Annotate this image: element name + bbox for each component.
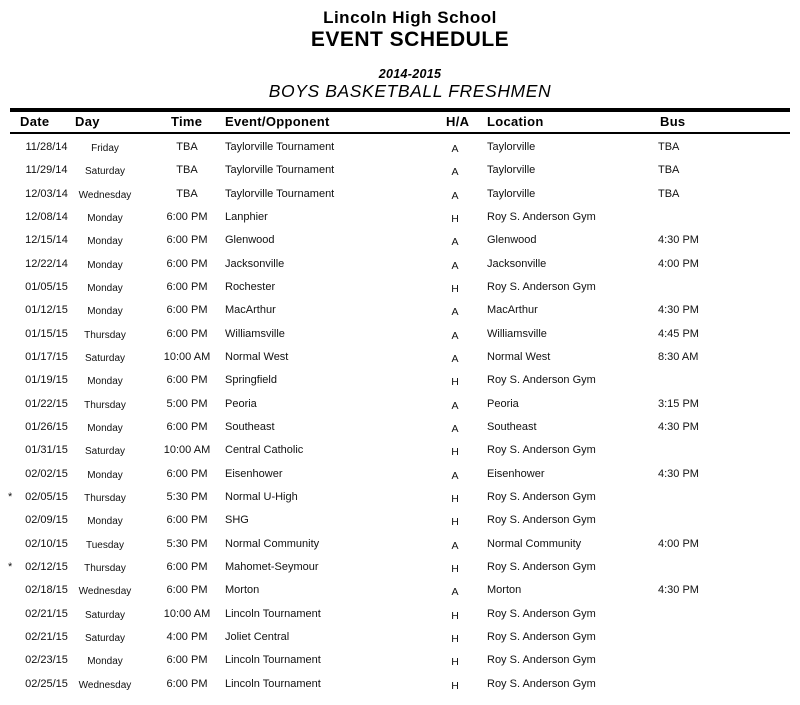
cell-location: Morton: [487, 584, 522, 597]
cell-time: TBA: [176, 141, 198, 153]
cell-ha: A: [451, 306, 459, 319]
cell-location: Roy S. Anderson Gym: [487, 280, 596, 293]
table-row: [0, 580, 800, 603]
cell-date: 12/22/14: [25, 257, 68, 270]
cell-ha: A: [451, 422, 459, 435]
cell-event: Peoria: [225, 397, 257, 410]
cell-event: Normal U-High: [225, 490, 298, 503]
cell-event: Southeast: [225, 420, 275, 433]
cell-day: Saturday: [84, 166, 126, 178]
table-row: [0, 277, 800, 300]
cell-day: Saturday: [84, 632, 126, 644]
cell-time: 6:00 PM: [166, 280, 208, 293]
cell-bus: 4:30 PM: [658, 420, 699, 433]
cell-date: 01/17/15: [25, 350, 68, 363]
cell-time: 10:00 AM: [163, 350, 211, 363]
cell-date: 02/21/15: [25, 607, 68, 620]
cell-ha: H: [451, 562, 459, 575]
header-rule-thick: [10, 108, 790, 112]
cell-location: Taylorville: [487, 187, 536, 200]
cell-location: Peoria: [487, 397, 519, 410]
cell-event: Lincoln Tournament: [225, 607, 321, 620]
table-row: [0, 464, 800, 487]
cell-ha: H: [451, 656, 459, 669]
cell-location: Roy S. Anderson Gym: [487, 630, 596, 643]
cell-ha: H: [451, 516, 459, 529]
cell-day: Monday: [87, 656, 123, 668]
cell-event: Jacksonville: [225, 257, 285, 270]
cell-day: Monday: [87, 469, 123, 481]
cell-day: Tuesday: [86, 539, 124, 551]
cell-bus: 4:00 PM: [658, 537, 699, 550]
cell-time: 6:00 PM: [166, 234, 208, 247]
table-row: [0, 510, 800, 533]
cell-ha: A: [451, 329, 459, 342]
cell-ha: H: [451, 446, 459, 459]
table-row: [0, 604, 800, 627]
cell-day: Wednesday: [78, 586, 132, 598]
table-row: [0, 324, 800, 347]
cell-event: MacArthur: [225, 304, 276, 317]
cell-ha: A: [451, 586, 459, 599]
cell-day: Monday: [87, 422, 123, 434]
document-title: EVENT SCHEDULE: [310, 28, 510, 51]
cell-date: 01/26/15: [25, 420, 68, 433]
cell-location: Jacksonville: [487, 257, 547, 270]
cell-location: Roy S. Anderson Gym: [487, 654, 596, 667]
cell-time: 6:00 PM: [166, 374, 208, 387]
cell-bus: 4:30 PM: [658, 467, 699, 480]
column-header-date: Date: [20, 114, 50, 129]
cell-time: 6:00 PM: [166, 304, 208, 317]
cell-day: Thursday: [84, 492, 126, 504]
cell-date: 02/21/15: [25, 630, 68, 643]
table-row: [0, 370, 800, 393]
cell-event: Rochester: [225, 280, 276, 293]
cell-event: Normal West: [225, 350, 289, 363]
cell-day: Monday: [87, 282, 123, 294]
cell-location: Glenwood: [487, 234, 537, 247]
cell-ha: A: [451, 143, 459, 155]
cell-day: Thursday: [84, 329, 126, 341]
cell-time: 6:00 PM: [166, 584, 208, 597]
table-row: [0, 137, 800, 160]
cell-date: 12/15/14: [25, 234, 68, 247]
column-header-location: Location: [487, 114, 544, 129]
table-row: [0, 300, 800, 323]
cell-event: Lincoln Tournament: [225, 654, 321, 667]
cell-location: Eisenhower: [487, 467, 545, 480]
cell-day: Monday: [87, 516, 123, 528]
cell-day: Monday: [87, 306, 123, 318]
table-row: [0, 650, 800, 673]
header-rule-thin: [10, 132, 790, 134]
cell-date: 02/23/15: [25, 654, 68, 667]
cell-time: 5:30 PM: [166, 537, 208, 550]
cell-date: 11/28/14: [25, 141, 68, 153]
cell-bus: TBA: [658, 187, 680, 200]
cell-location: Roy S. Anderson Gym: [487, 374, 596, 387]
column-header-event: Event/Opponent: [225, 114, 330, 129]
cell-ha: H: [451, 492, 459, 505]
cell-bus: TBA: [658, 164, 680, 177]
cell-time: 6:00 PM: [166, 327, 208, 340]
table-row: [0, 557, 800, 580]
cell-location: Normal Community: [487, 537, 582, 550]
column-header-ha: H/A: [446, 114, 470, 129]
cell-time: 4:00 PM: [166, 630, 208, 643]
cell-time: 10:00 AM: [163, 444, 211, 457]
cell-location: Roy S. Anderson Gym: [487, 677, 596, 690]
cell-time: 6:00 PM: [166, 560, 208, 573]
cell-ha: A: [451, 189, 459, 202]
cell-date: 12/03/14: [25, 187, 68, 200]
column-header-bus: Bus: [660, 114, 686, 129]
cell-event: Mahomet-Seymour: [225, 560, 319, 573]
cell-date: 02/05/15: [25, 490, 68, 503]
cell-day: Wednesday: [78, 189, 132, 201]
cell-day: Friday: [91, 143, 119, 154]
cell-ha: A: [451, 236, 459, 249]
cell-ha: H: [451, 632, 459, 645]
row-star-marker: *: [8, 490, 13, 503]
cell-day: Monday: [87, 259, 123, 271]
cell-time: TBA: [176, 187, 198, 200]
column-header-time: Time: [171, 114, 203, 129]
table-row: [0, 627, 800, 650]
cell-time: 5:00 PM: [166, 397, 208, 410]
cell-bus: 3:15 PM: [658, 397, 699, 410]
table-row: [0, 394, 800, 417]
cell-day: Wednesday: [78, 679, 132, 691]
cell-day: Thursday: [84, 399, 126, 411]
cell-ha: H: [451, 609, 459, 622]
school-name: Lincoln High School: [323, 8, 497, 27]
team-label: BOYS BASKETBALL FRESHMEN: [268, 81, 552, 101]
cell-event: Taylorville Tournament: [225, 187, 335, 200]
cell-event: Eisenhower: [225, 467, 283, 480]
row-star-marker: *: [8, 560, 13, 573]
table-body: [0, 137, 800, 697]
cell-date: 01/05/15: [25, 280, 68, 293]
cell-time: 6:00 PM: [166, 677, 208, 690]
season-label: 2014-2015: [378, 67, 442, 81]
cell-date: 02/12/15: [25, 560, 68, 573]
cell-day: Monday: [87, 236, 123, 248]
cell-date: 01/31/15: [25, 444, 68, 457]
cell-time: 6:00 PM: [166, 210, 208, 223]
cell-location: Southeast: [487, 420, 537, 433]
cell-time: 10:00 AM: [163, 607, 211, 620]
cell-event: Springfield: [225, 374, 277, 387]
cell-location: Roy S. Anderson Gym: [487, 514, 596, 527]
cell-bus: 4:00 PM: [658, 257, 699, 270]
cell-ha: H: [451, 679, 459, 692]
cell-date: 02/10/15: [25, 537, 68, 550]
cell-bus: 4:30 PM: [658, 234, 699, 247]
table-row: [0, 254, 800, 277]
table-row: [0, 534, 800, 557]
table-row: [0, 207, 800, 230]
cell-ha: A: [451, 469, 459, 482]
cell-event: Williamsville: [225, 327, 285, 340]
cell-time: 6:00 PM: [166, 420, 208, 433]
cell-day: Saturday: [84, 609, 126, 621]
table-row: [0, 487, 800, 510]
cell-ha: H: [451, 376, 459, 389]
cell-bus: 4:45 PM: [658, 327, 699, 340]
cell-location: Roy S. Anderson Gym: [487, 607, 596, 620]
cell-ha: H: [451, 282, 459, 295]
cell-date: 01/15/15: [25, 327, 68, 340]
cell-event: Joliet Central: [225, 630, 290, 643]
cell-location: Roy S. Anderson Gym: [487, 210, 596, 223]
cell-bus: TBA: [658, 141, 680, 153]
cell-bus: 4:30 PM: [658, 584, 699, 597]
cell-event: Normal Community: [225, 537, 320, 550]
cell-bus: 4:30 PM: [658, 304, 699, 317]
cell-event: Taylorville Tournament: [225, 141, 335, 153]
cell-location: Taylorville: [487, 141, 536, 153]
cell-location: Roy S. Anderson Gym: [487, 444, 596, 457]
cell-ha: A: [451, 399, 459, 412]
cell-day: Saturday: [84, 446, 126, 458]
cell-date: 12/08/14: [25, 210, 68, 223]
cell-ha: A: [451, 539, 459, 552]
cell-location: Roy S. Anderson Gym: [487, 490, 596, 503]
cell-event: Lincoln Tournament: [225, 677, 321, 690]
cell-event: Central Catholic: [225, 444, 304, 457]
cell-event: SHG: [225, 514, 249, 527]
cell-date: 02/09/15: [25, 514, 68, 527]
cell-date: 11/29/14: [25, 164, 68, 177]
table-row: [0, 160, 800, 183]
table-row: [0, 347, 800, 370]
cell-date: 02/18/15: [25, 584, 68, 597]
cell-ha: H: [451, 212, 459, 225]
cell-ha: A: [451, 352, 459, 365]
cell-event: Taylorville Tournament: [225, 164, 335, 177]
cell-day: Monday: [87, 212, 123, 224]
cell-location: Normal West: [487, 350, 551, 363]
cell-time: 6:00 PM: [166, 514, 208, 527]
cell-location: Roy S. Anderson Gym: [487, 560, 596, 573]
cell-bus: 8:30 AM: [658, 350, 699, 363]
cell-ha: A: [451, 166, 459, 179]
column-header-day: Day: [75, 114, 100, 129]
table-row: [0, 417, 800, 440]
cell-location: MacArthur: [487, 304, 538, 317]
cell-event: Morton: [225, 584, 260, 597]
cell-location: Williamsville: [487, 327, 547, 340]
cell-day: Thursday: [84, 562, 126, 574]
cell-day: Saturday: [84, 352, 126, 364]
cell-time: 6:00 PM: [166, 654, 208, 667]
cell-time: TBA: [176, 164, 198, 177]
cell-date: 01/19/15: [25, 374, 68, 387]
table-row: [0, 440, 800, 463]
table-header-row: [0, 114, 800, 132]
table-row: [0, 184, 800, 207]
table-row: [0, 674, 800, 697]
cell-location: Taylorville: [487, 164, 536, 177]
cell-time: 6:00 PM: [166, 467, 208, 480]
cell-time: 6:00 PM: [166, 257, 208, 270]
cell-event: Lanphier: [225, 210, 268, 223]
table-row: [0, 230, 800, 253]
cell-ha: A: [451, 259, 459, 272]
cell-event: Glenwood: [225, 234, 275, 247]
cell-time: 5:30 PM: [166, 490, 208, 503]
cell-date: 02/02/15: [25, 467, 68, 480]
cell-day: Monday: [87, 376, 123, 388]
cell-date: 01/12/15: [25, 304, 68, 317]
cell-date: 02/25/15: [25, 677, 68, 690]
cell-date: 01/22/15: [25, 397, 68, 410]
